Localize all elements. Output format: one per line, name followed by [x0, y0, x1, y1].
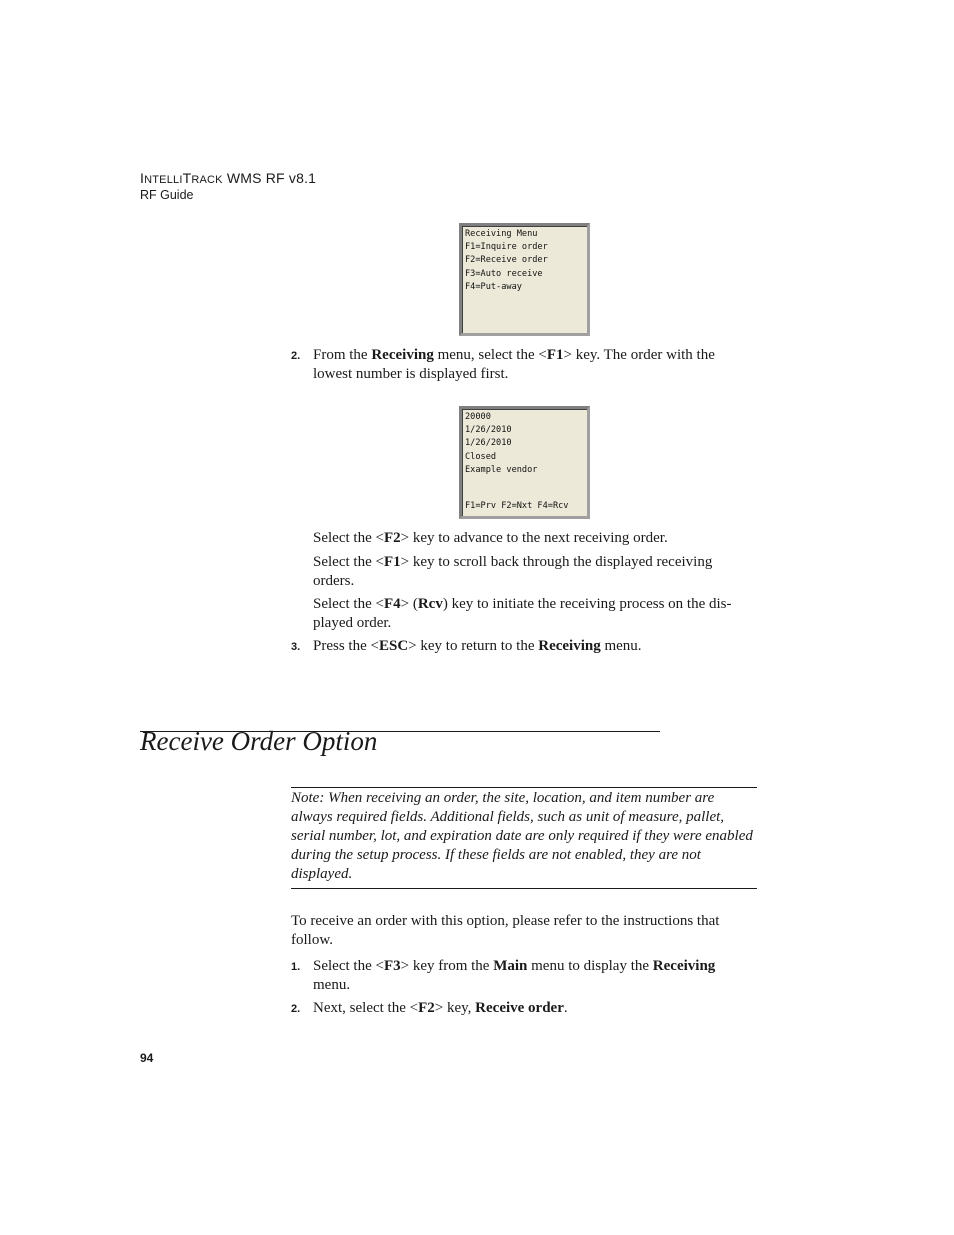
intro-paragraph: To receive an order with this option, please refer to the instructions that follow.: [291, 913, 720, 948]
step-number: 3.: [291, 641, 301, 653]
step-number: 2.: [291, 350, 301, 362]
running-header-subtitle: RF Guide: [140, 188, 194, 202]
step-text: From the Receiving menu, select the <F1> key. The order with the lowest number is displayed first.: [313, 347, 715, 382]
section-title: Receive Order Option: [140, 726, 378, 756]
step-text: Press the <ESC> key to return to the Receiving menu.: [313, 638, 642, 654]
rf-screen-line: 20000: [465, 412, 491, 422]
paragraph: Select the <F2> key to advance to the next receiving order.: [313, 530, 668, 546]
rf-screen-line: Receiving Menu: [465, 229, 538, 239]
note-bottom-rule: [291, 888, 757, 889]
rf-screen-function-keys: F1=Prv F2=Nxt F4=Rcv: [465, 500, 569, 511]
rf-screen-line: F1=Inquire order: [465, 242, 548, 253]
step-text: Select the <F3> key from the Main menu to display the Receiving menu.: [313, 958, 716, 993]
rf-screen-line: F4=Put-away: [465, 281, 522, 292]
rf-screen-line: Closed: [465, 451, 497, 462]
rf-screen-line: 1/26/2010: [465, 438, 512, 449]
note-top-rule: [291, 787, 757, 788]
rf-screen-line: F2=Receive order: [465, 255, 548, 266]
paragraph: Select the <F1> key to scroll back through the displayed receiving orders.: [313, 554, 713, 589]
rf-screen-receiving-menu: [459, 223, 590, 336]
rf-screen-line: 1/26/2010: [465, 425, 512, 436]
running-header-title: INTELLITRACK WMS RF v8.1: [140, 170, 317, 186]
step-text: Next, select the <F2> key, Receive order.: [313, 1000, 568, 1016]
rf-screen-line: F3=Auto receive: [465, 268, 543, 279]
page-number: 94: [140, 1051, 154, 1065]
step-number: 2.: [291, 1003, 301, 1015]
note-text: Note: When receiving an order, the site, location, and item number are always required fields. Additional fields, such as unit of measure, pallet, serial number, lot, and expiration date are only required if they were enabled during the setup process. If these fields are not enabled, they are not displayed.: [291, 790, 753, 882]
paragraph: Select the <F4> (Rcv) key to initiate the receiving process on the dis-played order.: [313, 596, 732, 631]
rf-screen-line: Example vendor: [465, 464, 538, 475]
rf-screen-order-detail: [459, 406, 590, 519]
step-number: 1.: [291, 961, 301, 973]
